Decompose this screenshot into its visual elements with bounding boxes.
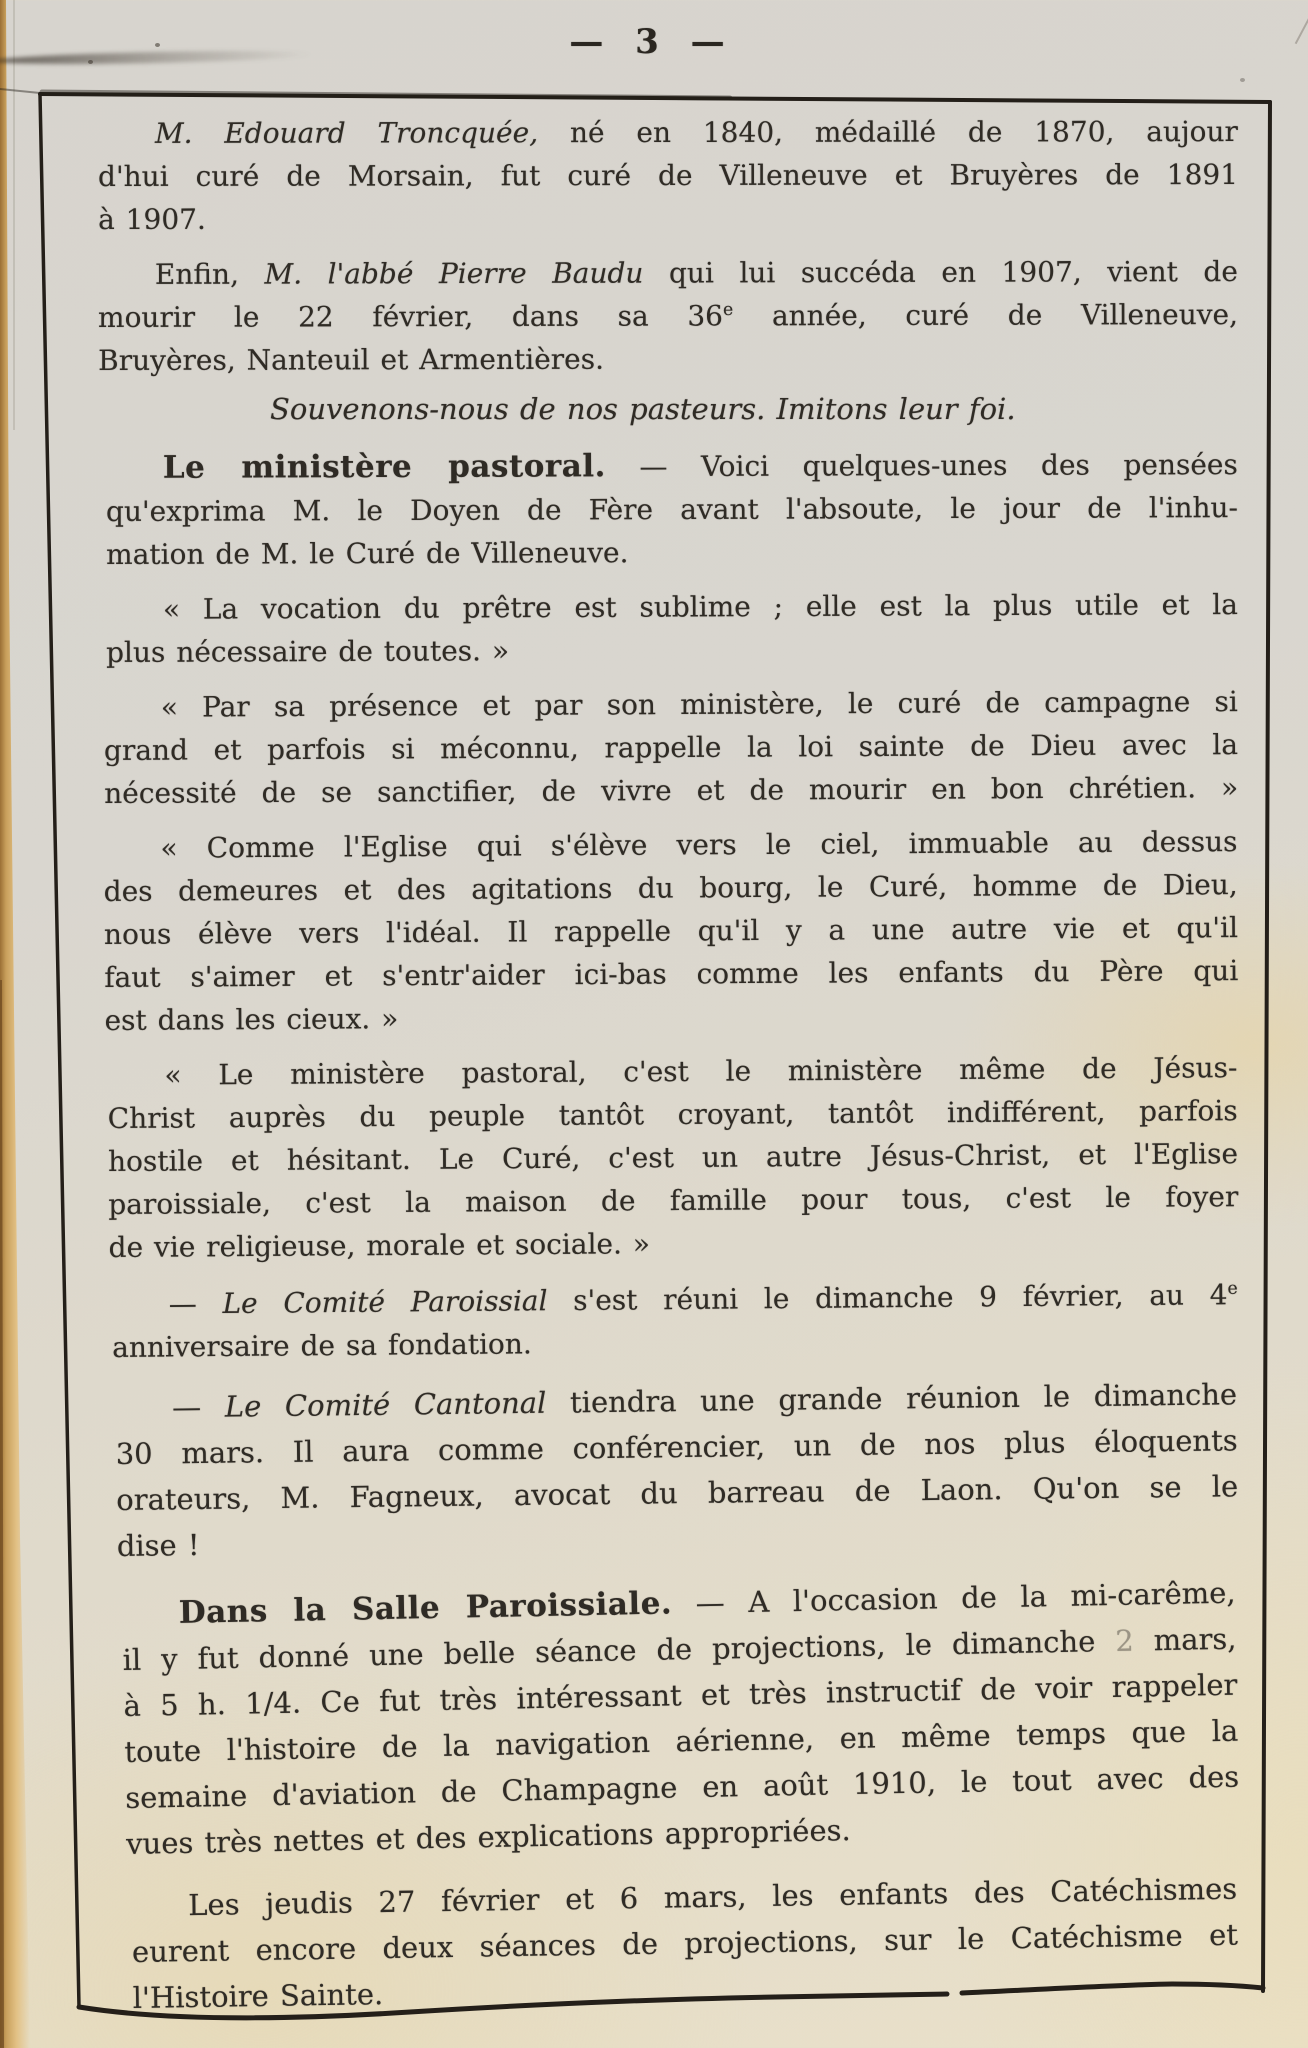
section-heading: Le ministère pastoral. xyxy=(162,448,606,486)
text-line: l'Histoire Sainte. xyxy=(132,1977,384,2015)
news-comite-cantonal xyxy=(115,1371,1239,1569)
person-name: M. l'abbé Pierre Baudu xyxy=(264,256,644,291)
text-line: dise ! xyxy=(116,1527,200,1563)
text-line: de vie religieuse, morale et sociale. » xyxy=(108,1227,651,1264)
text-line: paroissiale, c'est la maison de famille pour tous, c'est le foyer xyxy=(108,1180,1239,1221)
ordinal-superscript: e xyxy=(1227,1278,1238,1299)
text-line: d'hui curé de Morsain, fut curé de Villeneuve et Bruyères de 1891 xyxy=(97,158,1239,193)
text-line: « Par sa présence et par son ministère, le curé de campagne si xyxy=(160,685,1238,724)
text-line: à 1907. xyxy=(98,202,206,236)
quote-ministere xyxy=(107,1046,1238,1269)
text-line: anniversaire de sa fondation. xyxy=(112,1327,532,1364)
paragraph-obituary-baudu xyxy=(98,250,1238,382)
faded-numeral: 2 xyxy=(1114,1623,1135,1658)
text-line: toute l'histoire de la navigation aérienne, en même temps que la xyxy=(124,1713,1239,1769)
text-line: semaine d'aviation de Champagne en août 1910, le tout avec des xyxy=(124,1759,1240,1815)
text-line: « Le ministère pastoral, c'est le ministère même de Jésus- xyxy=(164,1051,1238,1092)
committee-name: Le Comité Cantonal xyxy=(224,1385,547,1424)
motto-line xyxy=(98,388,1238,431)
text-line: mourir le 22 février, dans sa 36e année, curé de Villeneuve, xyxy=(97,298,1239,334)
text-line: Souvenons-nous de nos pasteurs. Imitons leur foi. xyxy=(270,392,1016,426)
text-line: Le ministère pastoral. — Voici quelques-unes des pensées xyxy=(162,448,1238,486)
news-catechismes xyxy=(131,1866,1239,2021)
text-line: orateurs, M. Fagneux, avocat du barreau de Laon. Qu'on se le xyxy=(116,1469,1239,1517)
news-comite-paroissial xyxy=(112,1273,1239,1369)
quote-presence xyxy=(104,680,1239,815)
person-name: M. Edouard Troncquée, xyxy=(154,116,539,150)
text-line: qu'exprima M. le Doyen de Fère avant l'absoute, le jour de l'inhu- xyxy=(105,491,1239,528)
text-line: — Le Comité Cantonal tiendra une grande réunion le dimanche xyxy=(171,1377,1238,1425)
text-line: « Comme l'Eglise qui s'élève vers le ciel, immuable au dessus xyxy=(160,825,1238,865)
page-number: — 3 — xyxy=(569,22,727,62)
quote-vocation xyxy=(106,583,1238,674)
text-line: 30 mars. Il aura comme conférencier, un de nos plus éloquents xyxy=(115,1423,1238,1472)
text-line: nécessité de se sanctifier, de vivre et de mourir en bon chrétien. » xyxy=(104,771,1239,810)
text-line: est dans les cieux. » xyxy=(104,1002,399,1037)
text-line: nous élève vers l'idéal. Il rappelle qu'il y a une autre vie et qu'il xyxy=(103,911,1239,951)
paragraph-obituary-troncquee xyxy=(98,110,1238,241)
article-box xyxy=(50,100,1268,2021)
text-line: hostile et hésitant. Le Curé, c'est un autre Jésus-Christ, et l'Eglise xyxy=(107,1137,1239,1178)
ordinal-superscript: e xyxy=(722,300,734,321)
text-line: vues très nettes et des explications appropriées. xyxy=(125,1813,851,1861)
text-line: eurent encore deux séances de projections, sur le Catéchisme et xyxy=(131,1917,1239,1969)
text-line: M. Edouard Troncquée, né en 1840, médaillé de 1870, aujour xyxy=(154,115,1238,150)
text-line: il y fut donné une belle séance de projections, le dimanche 2 mars, xyxy=(122,1621,1237,1678)
text-line: plus nécessaire de toutes. » xyxy=(106,634,510,669)
text-line: faut s'aimer et s'entr'aider ici-bas comme les enfants du Père qui xyxy=(104,954,1239,994)
quote-eglise xyxy=(103,820,1238,1042)
text-line: Enfin, M. l'abbé Pierre Baudu qui lui succéda en 1907, vient de xyxy=(154,255,1238,291)
text-line: Christ auprès du peuple tantôt croyant, tantôt indifférent, parfois xyxy=(107,1094,1238,1136)
text-line: des demeures et des agitations du bourg, le Curé, homme de Dieu, xyxy=(103,868,1238,909)
text-line: Dans la Salle Paroissiale. — A l'occasion de la mi-carême, xyxy=(178,1575,1236,1631)
text-line: — Le Comité Paroissial s'est réuni le dimanche 9 février, au 4e xyxy=(168,1278,1238,1321)
section-ministere-pastoral xyxy=(106,443,1238,576)
text-line: Les jeudis 27 février et 6 mars, les enfants des Catéchismes xyxy=(188,1871,1238,1923)
text-line: Bruyères, Nanteuil et Armentières. xyxy=(98,342,605,377)
committee-name: Le Comité Paroissial xyxy=(222,1284,548,1321)
text-line: mation de M. le Curé de Villeneuve. xyxy=(106,536,629,571)
text-line: grand et parfois si méconnu, rappelle la loi sainte de Dieu avec la xyxy=(103,728,1239,767)
text-line: à 5 h. 1/4. Ce fut très intéressant et très instructif de voir rappeler xyxy=(123,1667,1238,1724)
section-salle-paroissiale xyxy=(121,1570,1240,1867)
text-line: « La vocation du prêtre est sublime ; elle est la plus utile et la xyxy=(162,588,1238,626)
section-heading: Dans la Salle Paroissiale. xyxy=(178,1585,673,1631)
